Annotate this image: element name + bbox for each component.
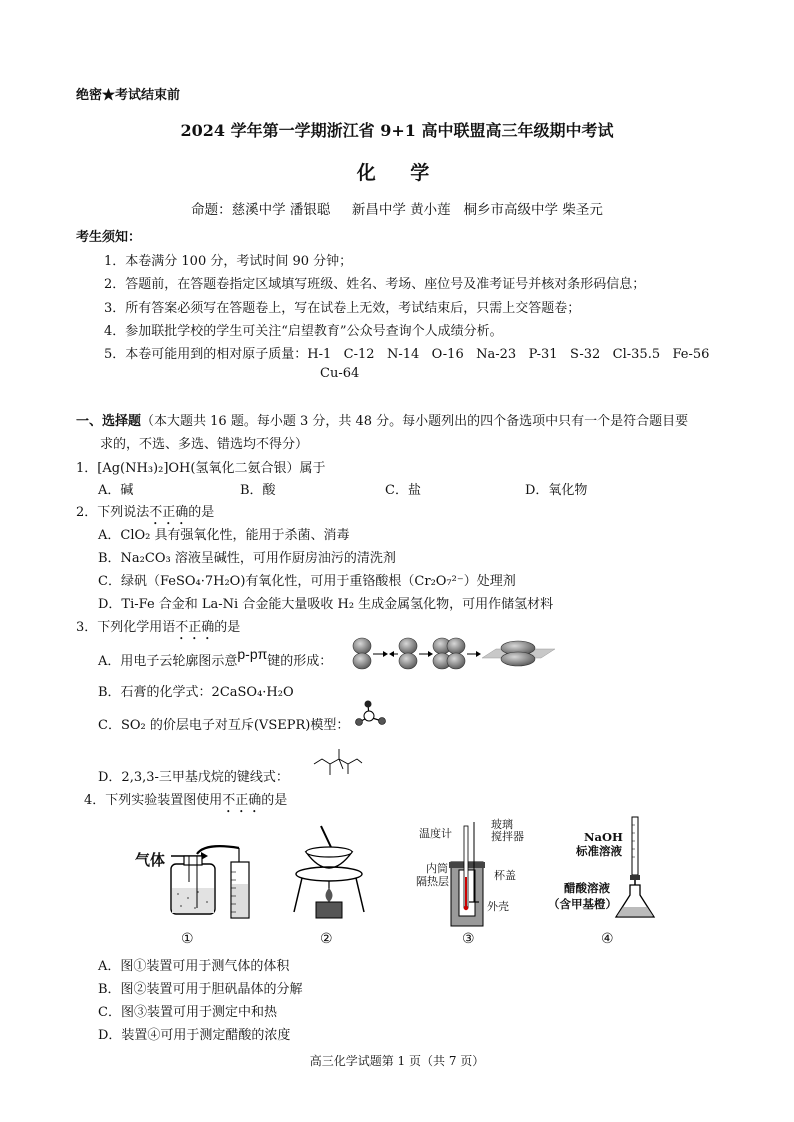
section-heading xyxy=(76,410,688,429)
fig3-label-insulation: 隔热层 xyxy=(416,875,449,888)
q4-option-a: A．图①装置可用于测气体的体积 xyxy=(98,959,290,974)
notice-item-1: 1．本卷满分 100 分，考试时间 90 分钟； xyxy=(104,254,353,269)
q3-stem: 3．下列化学用语不正确的是 xyxy=(76,620,241,635)
q1-option-d: D．氧化物 xyxy=(525,483,588,498)
q1-option-a: A．碱 xyxy=(98,483,134,498)
exam-title: 2024 学年第一学期浙江省 9+1 高中联盟高三年级期中考试 xyxy=(180,121,614,140)
authors-line: 命题：慈溪中学 潘银聪 新昌中学 黄小莲 桐乡市高级中学 柴圣元 xyxy=(191,202,603,218)
q3-option-c: C．SO₂ 的价层电子对互斥(VSEPR)模型： xyxy=(98,718,350,733)
q2-option-b: B．Na₂CO₃ 溶液呈碱性，可用作厨房油污的清洗剂 xyxy=(98,551,396,566)
q1-stem: 1．[Ag(NH₃)₂]OH(氢氧化二氨合银）属于 xyxy=(76,461,326,476)
fig3-label-lid: 杯盖 xyxy=(494,869,516,882)
fig-number-3: ③ xyxy=(462,931,475,947)
fig4-label-indicator: （含甲基橙） xyxy=(548,897,617,911)
section-desc: （本大题共 16 题。每小题 3 分，共 48 分。每小题列出的四个备选项中只有一个是符合题目要 xyxy=(141,414,689,429)
q4-stem: 4．下列实验装置图使用不正确的是 xyxy=(84,793,288,808)
fig-number-2: ② xyxy=(320,931,333,947)
q2-stem: 2．下列说法不正确的是 xyxy=(76,505,215,520)
fig4-label-naoh: NaOH xyxy=(584,830,623,844)
q1-option-b: B．酸 xyxy=(240,483,276,498)
fig4-label-acetic: 醋酸溶液 xyxy=(564,881,610,895)
section-desc-2: 求的，不选、多选、错选均不得分） xyxy=(100,437,309,452)
fig3-label-inner-cup: 内筒 xyxy=(426,862,448,875)
so2-vsepr-model xyxy=(354,700,388,732)
section-label: 一、选择题 xyxy=(76,414,142,429)
q4-option-b: B．图②装置可用于胆矾晶体的分解 xyxy=(98,982,303,997)
skeletal-formula xyxy=(312,748,364,778)
q2-option-c: C．绿矾（FeSO₄·7H₂O)有氧化性，可用于重铬酸根（Cr₂O₇²⁻）处理剂 xyxy=(98,574,516,589)
fig3-label-thermometer: 温度计 xyxy=(419,827,452,840)
emphasis-not-correct: 不正确 xyxy=(222,793,262,808)
q3-option-d: D．2,3,3-三甲基戊烷的键线式： xyxy=(98,770,289,785)
emphasis-not-correct: 不正确 xyxy=(175,620,215,635)
confidential-mark: 绝密★考试结束前 xyxy=(76,88,181,103)
fig2-heating-apparatus xyxy=(288,822,370,924)
fig3-label-stirrer: 玻璃 搅拌器 xyxy=(491,818,524,843)
notice-item-5: 5．本卷可能用到的相对原子质量：H-1 C-12 N-14 O-16 Na-23 P-31 S-32 Cl-35.5 Fe-56 xyxy=(104,347,710,362)
q2-option-d: D．Ti-Fe 合金和 La-Ni 合金能大量吸收 H₂ 生成金属氢化物，可用作储氢材料 xyxy=(98,597,554,612)
fig4-label-standard: 标准溶液 xyxy=(576,844,622,858)
p-orbital-diagram xyxy=(350,637,560,671)
fig3-label-shell: 外壳 xyxy=(487,900,509,913)
fig4-titration-apparatus xyxy=(612,817,668,923)
q4-option-d: D．装置④可用于测定醋酸的浓度 xyxy=(98,1028,291,1043)
notice-item-5-cont: Cu-64 xyxy=(320,366,360,381)
notice-heading: 考生须知： xyxy=(76,230,142,245)
q4-option-c: C．图③装置可用于测定中和热 xyxy=(98,1005,277,1020)
fig1-gas-label: 气体 xyxy=(135,851,166,869)
fig-number-4: ④ xyxy=(601,931,614,947)
emphasis-not-correct: 不正确 xyxy=(149,505,189,520)
notice-item-2: 2．答题前，在答题卷指定区域填写班级、姓名、考场、座位号及准考证号并核对条形码信息； xyxy=(104,277,646,292)
q1-option-c: C．盐 xyxy=(385,483,421,498)
q3-option-a: A．用电子云轮廓图示意p-pπ键的形成： xyxy=(98,646,333,669)
q2-option-a: A．ClO₂ 具有强氧化性，能用于杀菌、消毒 xyxy=(98,528,350,543)
subject-title: 化 学 xyxy=(356,162,444,184)
q3-option-b: B．石膏的化学式：2CaSO₄·H₂O xyxy=(98,685,294,700)
notice-item-4: 4．参加联批学校的学生可关注“启望教育”公众号查询个人成绩分析。 xyxy=(104,324,503,339)
page-footer: 高三化学试题第 1 页（共 7 页） xyxy=(309,1054,485,1068)
fig-number-1: ① xyxy=(181,931,194,947)
fig3-calorimeter xyxy=(446,822,488,928)
notice-item-3: 3．所有答案必须写在答题卷上，写在试卷上无效，考试结束后，只需上交答题卷； xyxy=(104,301,581,316)
ppi-label: p-pπ xyxy=(237,646,268,662)
fig1-gas-volume-apparatus xyxy=(163,842,268,922)
